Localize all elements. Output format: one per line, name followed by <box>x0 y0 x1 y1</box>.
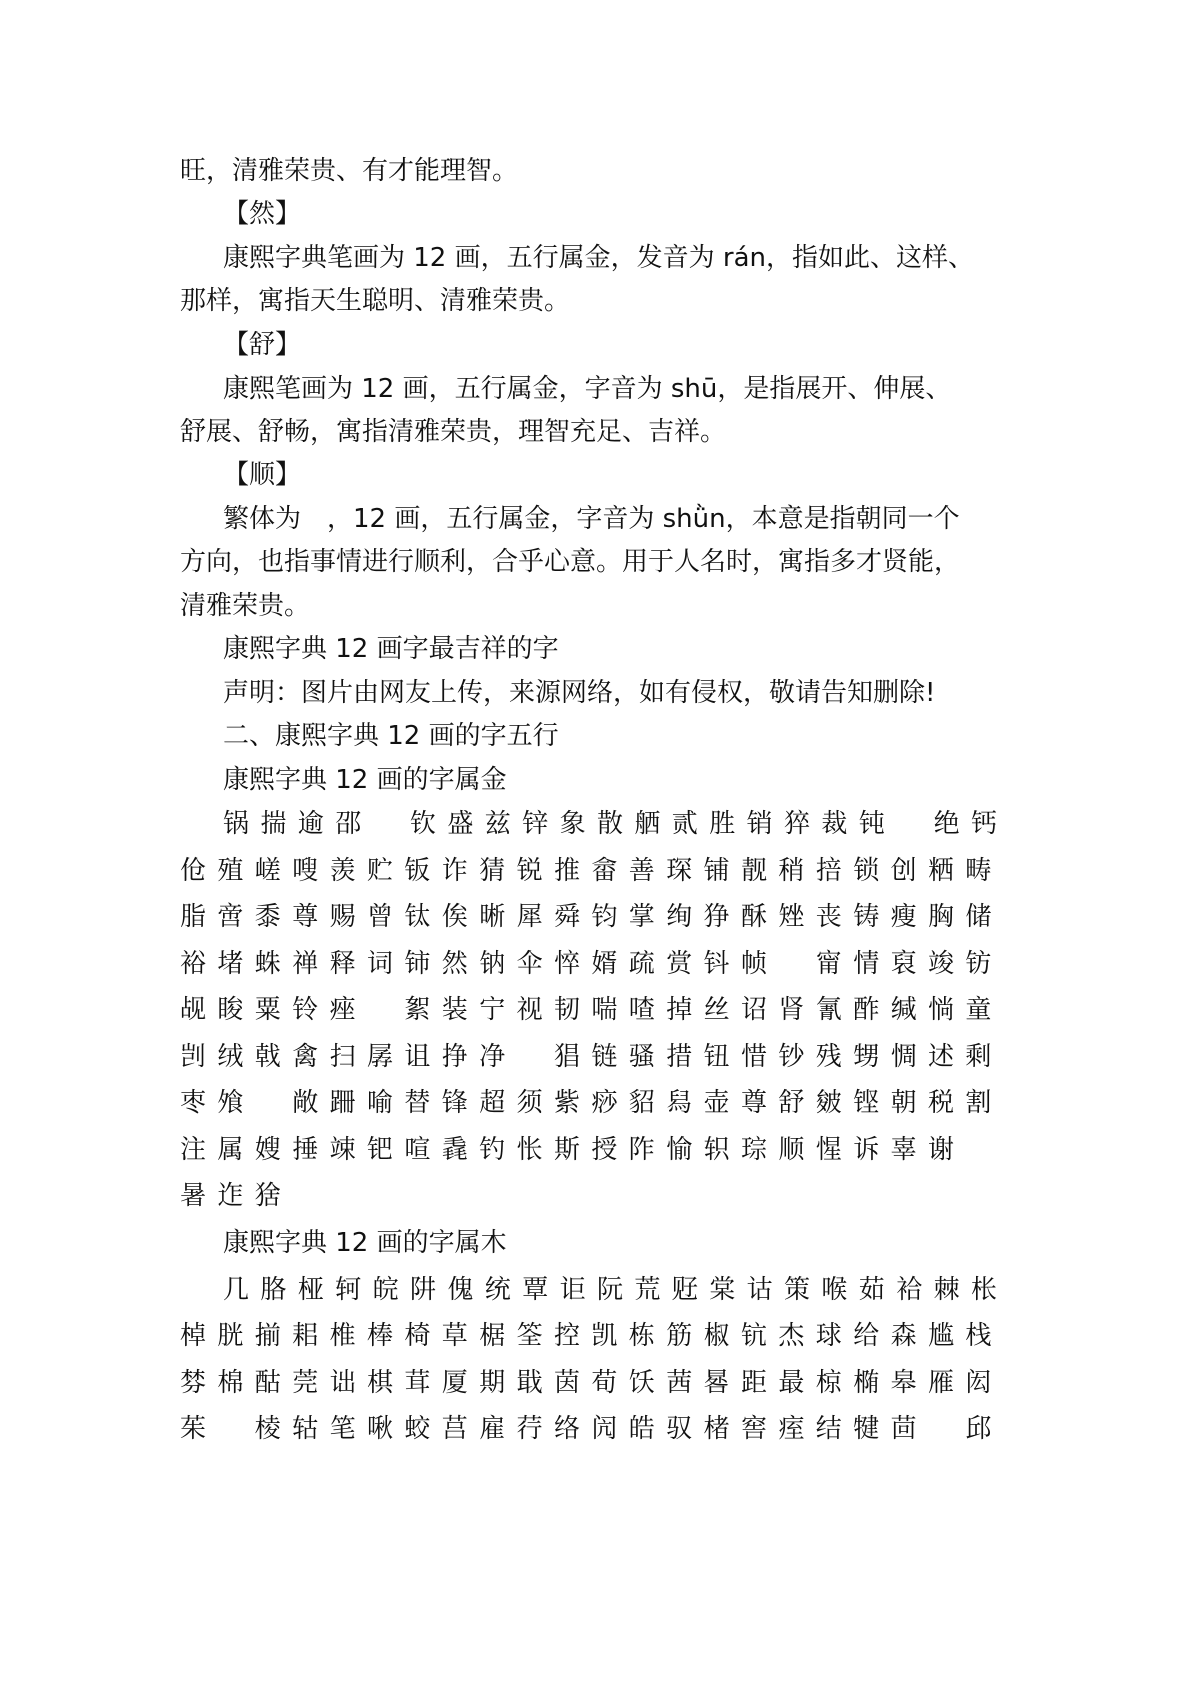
character-row: 棼棉酤莞诎棋茸厦期戢茵荀饫茜晷距最椋椭皋雁闳 <box>180 1368 1003 1398</box>
text-line: 那样，寓指天生聪明、清雅荣贵。 <box>180 286 571 316</box>
text-line: 方向，也指事情进行顺利，合乎心意。用于人名时，寓指多才贤能， <box>180 547 961 577</box>
subsection-title-metal: 康熙字典 12 画的字属金 <box>223 765 507 795</box>
section-heading-shu: 【舒】 <box>223 330 302 360</box>
text-line: 康熙字典 12 画字最吉祥的字 <box>223 634 559 664</box>
character-row: 脂啻黍尊赐曾钛俟晰犀舜钧掌绚狰酥矬丧铸瘦胸储 <box>180 902 1003 932</box>
character-row: 棹胱揃耜椎棒椅草椐筌控凯栋筋椒钪杰球给森尴栈 <box>180 1321 1003 1351</box>
character-row: 剀绒戟禽扫孱诅挣净 猖链骚措钮惜钞残甥惆述剩 <box>180 1042 1003 1072</box>
subsection-title-wood: 康熙字典 12 画的字属木 <box>223 1228 507 1258</box>
character-row: 裕堵蛛禅释词铈然钠伞悴婿疏赏钭帧 甯情裒竣钫 <box>180 949 1003 979</box>
character-row: 几胳桠轲皖阱傀统覃讵阮荒觃棠诂策喉茹袷棘枨 <box>223 1275 1009 1305</box>
character-row: 注属嫂捶竦钯喧毳钓怅斯授阼愉轵琮顺惺诉辜谢 <box>180 1135 966 1165</box>
text-line: 康熙字典笔画为 12 画，五行属金，发音为 rán，指如此、这样、 <box>223 243 974 273</box>
section-title: 二、康熙字典 12 画的字五行 <box>223 721 559 751</box>
text-line: 康熙笔画为 12 画，五行属金，字音为 shū，是指展开、伸展、 <box>223 374 952 404</box>
text-line: 旺，清雅荣贵、有才能理智。 <box>180 156 519 186</box>
section-heading-ran: 【然】 <box>223 199 302 229</box>
disclaimer-line: 声明：图片由网友上传，来源网络，如有侵权，敬请告知删除! <box>223 678 936 708</box>
text-line: 繁体为 ，12 画，五行属金，字音为 shǜn，本意是指朝同一个 <box>223 504 960 534</box>
character-row: 觇睃粟铃痤 絮装宁视韧喘喳掉丝诏肾氰酢缄惝童 <box>180 995 1003 1025</box>
character-row: 伧殖嵯嗖羡贮钣诈猜锐推畲善琛铺靓稍掊锁创粞畴 <box>180 856 1003 886</box>
character-row: 锅揣逾邵 钦盛兹锌象散舾贰胜销猝裁钝 绝钙 <box>223 809 1009 839</box>
section-heading-shun: 【顺】 <box>223 460 302 490</box>
character-row: 暑迮猞 <box>180 1181 293 1211</box>
character-row: 茱 棱轱笔啾蛟莒雇荇络闶皓驭楮窖痓结犍茴 邱 <box>180 1414 1003 1444</box>
text-line: 舒展、舒畅，寓指清雅荣贵，理智充足、吉祥。 <box>180 417 727 447</box>
text-line: 清雅荣贵。 <box>180 591 311 621</box>
character-row: 枣飧 敞跚喻替锋超须紫痧貂舄壶尊舒皴铿朝税割 <box>180 1088 1003 1118</box>
